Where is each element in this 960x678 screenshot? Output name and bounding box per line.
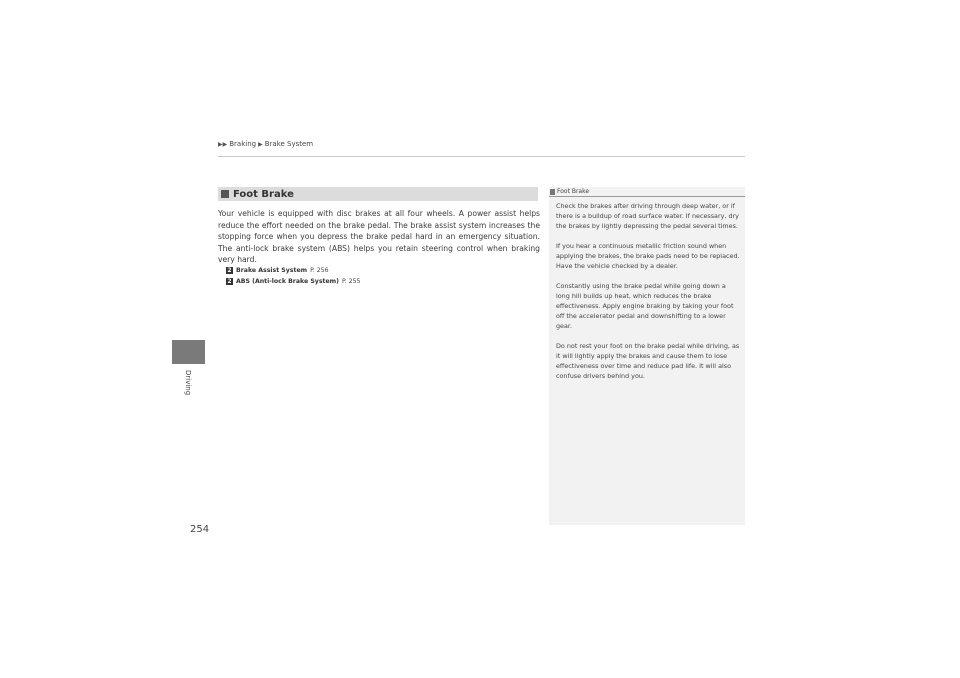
xref-title: Brake Assist System [236, 267, 308, 274]
note-icon [550, 189, 555, 195]
sidebar-paragraphs [556, 201, 740, 391]
sidebar-paragraph: If you hear a continuous metallic friction sound when applying the brakes, the brake pads need to be replaced. Have the vehicle checked by a dealer. [556, 242, 740, 270]
chapter-label: Driving [184, 370, 192, 396]
cross-references [226, 265, 360, 287]
sidebar-paragraph: Constantly using the brake pedal while going down a long hill builds up heat, which reduces the brake effectiveness. Apply engine braking by taking your foot off the accelerator pedal and downshifting to a lower gear. [556, 282, 734, 330]
breadcrumb [218, 140, 313, 148]
breadcrumb-braking[interactable]: Braking [229, 140, 257, 148]
page-number: 254 [190, 524, 210, 535]
section-heading-bar [218, 187, 538, 201]
section-body: Your vehicle is equipped with disc brakes at all four wheels. A power assist helps reduce the effort needed on the brake pedal. The brake assist system increases the stopping force when you depress the brake pedal hard in an emergency situation. The anti-lock brake system (ABS) helps you retain steering control when braking very hard. [218, 209, 540, 264]
section-title: Foot Brake [233, 188, 294, 200]
sidebar-paragraph: Check the brakes after driving through deep water, or if there is a buildup of road surface water. If necessary, dry the brakes by lightly depressing the pedal several times. [556, 202, 739, 230]
sidebar-title: Foot Brake [557, 188, 590, 195]
xref-title: ABS (Anti-lock Brake System) [236, 278, 339, 285]
xref-page: P. 256 [310, 267, 329, 274]
chapter-tab [172, 340, 205, 364]
xref-arrow-icon: 2 [227, 267, 232, 274]
xref-page: P. 255 [341, 278, 361, 285]
sidebar-header [549, 187, 745, 197]
section-square-icon [221, 190, 229, 198]
xref-brake-assist[interactable] [226, 265, 360, 276]
xref-abs[interactable] [226, 276, 360, 287]
sidebar-paragraph: Do not rest your foot on the brake pedal while driving, as it will lightly apply the brakes and cause them to lose effectiveness over time and reduce pad life. It will also confuse drivers behind you. [556, 342, 740, 380]
breadcrumb-brake-system[interactable]: Brake System [264, 140, 314, 148]
breadcrumb-arrow-icon: ▶ [258, 140, 263, 148]
header-divider [218, 156, 745, 157]
xref-arrow-icon: 2 [227, 278, 232, 285]
breadcrumb-arrow-icon: ▶▶ [218, 140, 228, 148]
